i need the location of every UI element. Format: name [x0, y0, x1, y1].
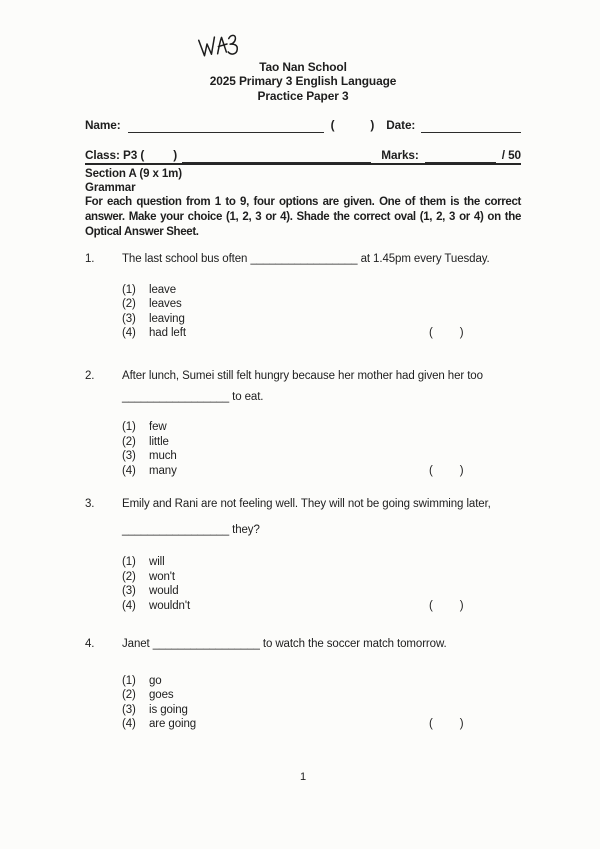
option-number: (3) [122, 585, 136, 598]
question-line: _________________ to eat. [122, 390, 264, 403]
class-bracket-close: ) [173, 148, 178, 162]
option-label: many [149, 464, 177, 477]
register-bracket-close: ) [370, 118, 375, 132]
option-row [122, 449, 521, 464]
question-stem [85, 497, 521, 537]
marks-total: / 50 [501, 148, 521, 162]
question-text [122, 497, 521, 537]
option-row [122, 688, 521, 703]
option-label: leaves [149, 298, 182, 311]
option-row [122, 464, 521, 479]
option-number: (4) [122, 599, 136, 612]
register-bracket-open: ( [330, 118, 335, 132]
option-label: goes [149, 689, 174, 702]
question-1 [85, 252, 521, 341]
option-label: leave [149, 283, 176, 296]
option-row [122, 283, 521, 298]
section-subtitle: Grammar [85, 182, 136, 194]
option-number: (2) [122, 298, 136, 311]
answer-bracket-close: ) [459, 718, 464, 731]
option-row [122, 555, 521, 570]
option-label: would [149, 585, 179, 598]
answer-bracket-close: ) [459, 464, 464, 477]
answer-bracket-open: ( [429, 327, 433, 340]
question-stem [85, 252, 521, 267]
option-row [122, 599, 521, 614]
answer-brackets [429, 599, 463, 614]
option-number: (1) [122, 674, 136, 687]
question-line: The last school bus often _________________ at 1.45pm every Tuesday. [122, 253, 490, 265]
option-row [122, 326, 521, 341]
answer-brackets [429, 326, 463, 341]
question-stem [85, 637, 521, 652]
handwritten-wa3-icon [195, 30, 243, 63]
class-underline [182, 150, 371, 163]
option-row [122, 312, 521, 327]
option-label: little [149, 435, 169, 448]
question-number: 3. [85, 498, 95, 510]
option-row [122, 435, 521, 450]
class-label: Class: P3 ( [85, 148, 145, 162]
answer-bracket-open: ( [429, 599, 433, 612]
page-number: 1 [299, 771, 307, 783]
class-row [85, 148, 521, 163]
question-2 [85, 369, 521, 478]
paper-header [85, 60, 521, 103]
question-number: 1. [85, 253, 95, 265]
question-line: Emily and Rani are not feeling well. They will not be going swimming later, [122, 498, 491, 510]
option-label: leaving [149, 312, 185, 325]
option-label: few [149, 421, 167, 433]
option-number: (2) [122, 689, 136, 702]
option-number: (1) [122, 556, 136, 568]
question-line: Janet _________________ to watch the soccer match tomorrow. [122, 638, 447, 650]
option-number: (3) [122, 312, 136, 325]
option-label: wouldn't [149, 599, 191, 612]
answer-bracket-close: ) [459, 327, 464, 340]
question-text [122, 252, 521, 267]
option-row [122, 584, 521, 599]
question-line: _________________ they? [122, 523, 260, 536]
option-label: go [149, 674, 162, 687]
option-row [122, 420, 521, 435]
option-number: (2) [122, 435, 136, 448]
question-3 [85, 497, 521, 613]
marks-label: Marks: [381, 148, 419, 162]
section-instructions: For each question from 1 to 9, four options are given. One of them is the correct answer. Make your choice (1, 2, 3 or 4). Shade the correct oval (1, 2, 3 or 4) on the Optical Answer Sheet. [85, 196, 521, 238]
date-label: Date: [386, 118, 416, 132]
date-blank [421, 120, 521, 133]
question-text [122, 369, 521, 404]
option-row [122, 703, 521, 718]
option-label: will [149, 556, 165, 568]
option-row [122, 717, 521, 732]
option-number: (1) [122, 421, 136, 433]
paper-subtitle: 2025 Primary 3 English Language [209, 74, 397, 89]
question-line: After lunch, Sumei still felt hungry because her mother had given her too [122, 370, 483, 382]
options-list [122, 555, 521, 613]
options-list [122, 420, 521, 478]
answer-bracket-open: ( [429, 718, 433, 731]
option-number: (2) [122, 570, 136, 583]
options-list [122, 283, 521, 341]
option-label: won't [149, 570, 175, 583]
school-name: Tao Nan School [259, 60, 347, 74]
marks-blank [425, 150, 496, 163]
option-label: much [149, 450, 177, 463]
option-label: are going [149, 718, 197, 731]
name-blank [128, 120, 324, 133]
name-label: Name: [85, 118, 121, 132]
question-4 [85, 637, 521, 732]
option-label: is going [149, 703, 188, 716]
option-number: (4) [122, 718, 136, 731]
option-number: (4) [122, 464, 136, 477]
name-row [85, 118, 521, 133]
answer-bracket-close: ) [459, 599, 464, 612]
question-number: 2. [85, 370, 95, 382]
option-number: (3) [122, 703, 136, 716]
question-number: 4. [85, 638, 95, 650]
question-stem [85, 369, 521, 404]
option-row [122, 570, 521, 585]
option-row [122, 674, 521, 689]
answer-bracket-open: ( [429, 464, 433, 477]
option-number: (1) [122, 283, 136, 296]
question-text [122, 637, 521, 652]
options-list [122, 674, 521, 732]
paper-name: Practice Paper 3 [257, 88, 349, 103]
answer-brackets [429, 717, 463, 732]
section-title: Section A (9 x 1m) [85, 168, 183, 180]
answer-brackets [429, 464, 463, 479]
option-row [122, 297, 521, 312]
option-label: had left [149, 327, 186, 340]
option-number: (4) [122, 327, 136, 340]
option-number: (3) [122, 450, 136, 463]
section-divider [85, 163, 521, 165]
